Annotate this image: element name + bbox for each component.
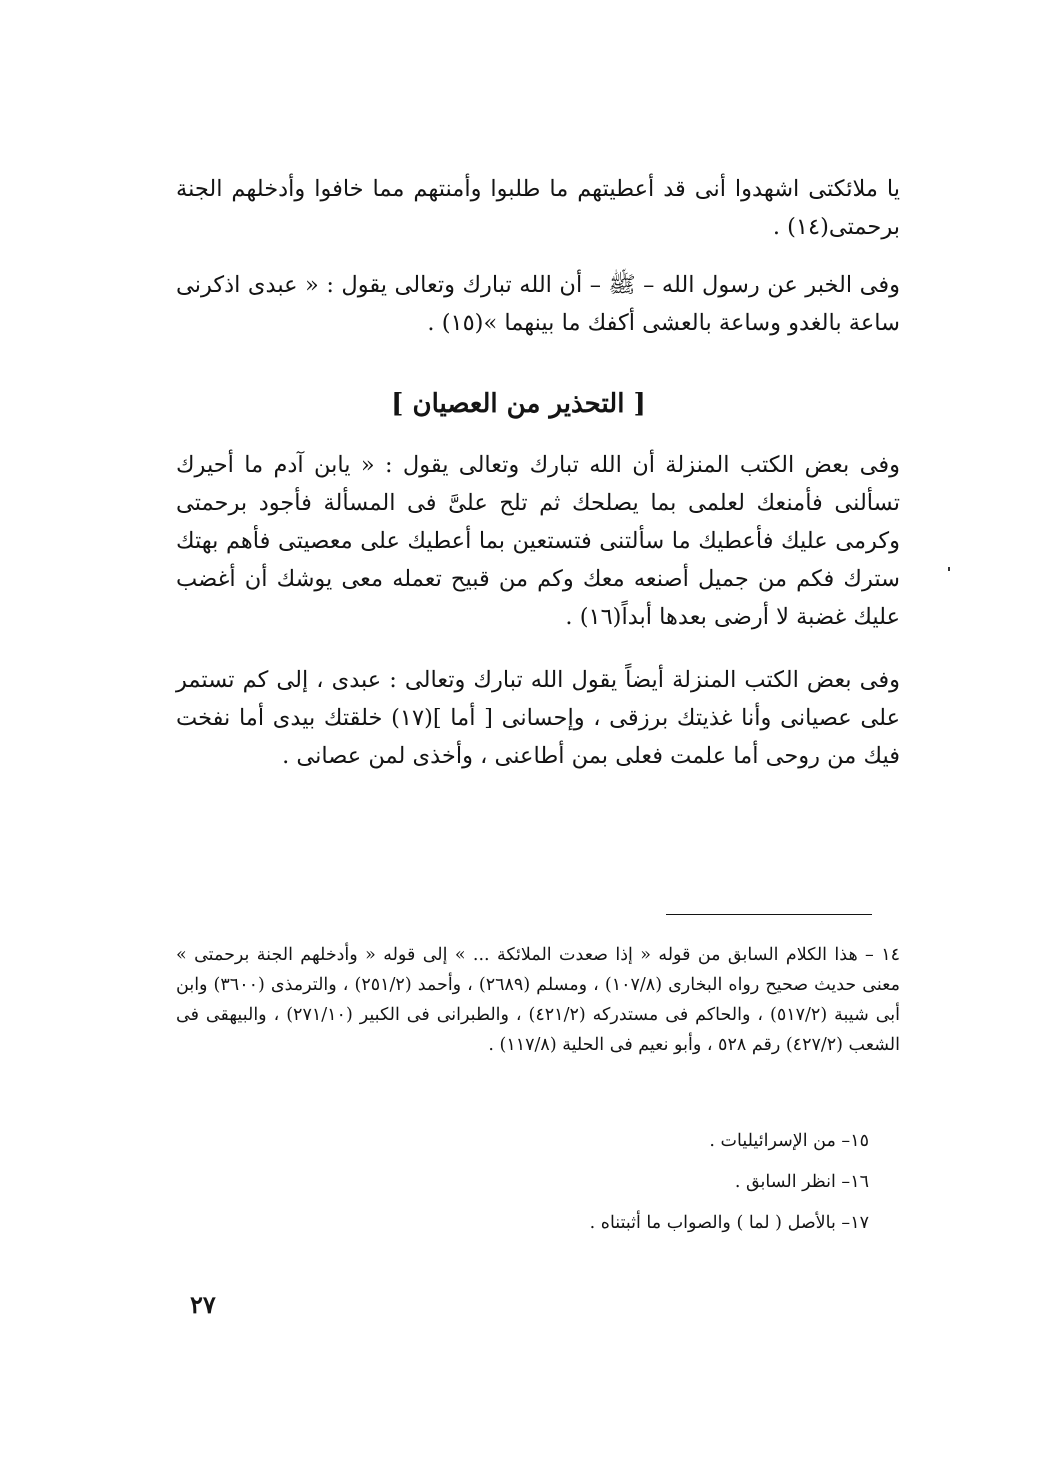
paragraph-1: يا ملائكتى اشهدوا أنى قد أعطيتهم ما طلبوا وأمنتهم مما خافوا وأدخلهم الجنة برحمتى(١٤) .	[176, 176, 900, 240]
paragraph-2: وفى الخبر عن رسول الله – ﷺ – أن الله تبارك وتعالى يقول : « عبدى اذكرنى ساعة بالغدو وساعة بالعشى أكفك ما بينهما »(١٥) .	[176, 272, 900, 336]
paragraph-3: وفى بعض الكتب المنزلة أن الله تبارك وتعالى يقول : « يابن آدم ما أحيرك تسألنى فأمنعك لعلمى بما يصلحك ثم تلح علىَّ فى المسألة فأجود برحمتى وكرمى عليك فأعطيك ما سألتنى فتستعين بما أعطيك على معصيتى فأهم بهتك سترك فكم من جميل أصنعه معك وكم من قبيح تعمله معى يوشك أن أغضب عليك غضبة لا أرضى بعدها أبداً(١٦) .	[176, 452, 900, 630]
footnote-14: ١٤ – هذا الكلام السابق من قوله « إذا صعدت الملائكة ... » إلى قوله « وأدخلهم الجنة برحمتى » معنى حديث صحيح رواه البخارى (١٠٧/٨) ، ومسلم (٢٦٨٩) ، وأحمد (٢٥١/٢) ، والترمذى (٣٦٠٠) وابن أبى شيبة (٥١٧/٢) ، والحاكم فى مستدركه (٤٢١/٢) ، والطبرانى فى الكبير (٢٧١/١٠) ، والبيهقى فى الشعب (٤٢٧/٢) رقم ٥٢٨ ، وأبو نعيم فى الحلية (١١٧/٨) .	[176, 945, 901, 1055]
footnote-16: ١٦– انظر السابق .	[734, 1172, 869, 1192]
footnote-17: ١٧– بالأصل ( لما ) والصواب ما أثبتناه .	[589, 1213, 869, 1233]
page-number: ٢٧	[190, 1290, 216, 1319]
margin-mark	[948, 567, 950, 571]
footnote-separator	[666, 914, 872, 915]
paragraph-4: وفى بعض الكتب المنزلة أيضاً يقول الله تبارك وتعالى : عبدى ، إلى كم تستمر على عصيانى وأنا غذيتك برزقى ، وإحسانى [ أما ](١٧) خلقتك بيدى أما نفخت فيك من روحى أما علمت فعلى بمن أطاعنى ، وأخذى لمن عصانى .	[176, 667, 900, 769]
footnote-15: ١٥– من الإسرائيليات .	[709, 1131, 869, 1151]
section-heading: [ التحذير من العصيان ]	[391, 389, 646, 419]
